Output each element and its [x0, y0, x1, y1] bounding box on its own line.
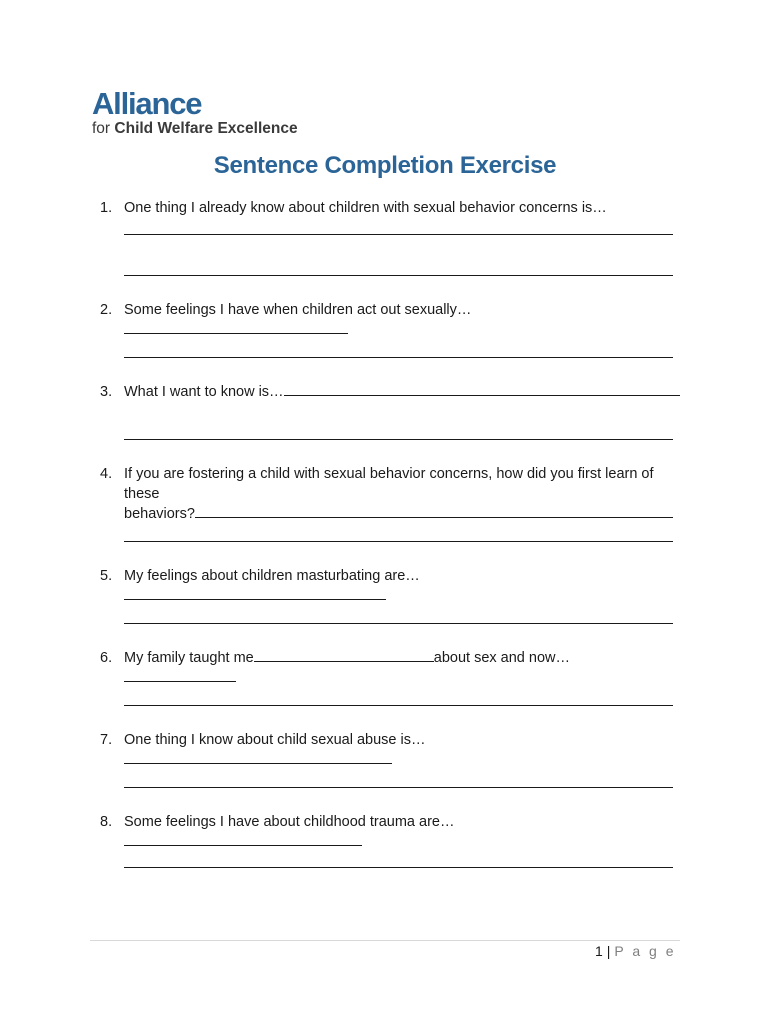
- question-text: Some feelings I have when children act out sexually…: [124, 302, 472, 318]
- footer-separator: |: [606, 943, 611, 959]
- logo-for: for: [92, 120, 111, 137]
- answer-line[interactable]: [124, 705, 673, 706]
- question-6: [100, 648, 680, 688]
- answer-line[interactable]: [124, 234, 673, 235]
- question-text: My feelings about children masturbating are…: [124, 568, 420, 584]
- logo-org-name: Child Welfare Excellence: [114, 120, 298, 137]
- question-8: [100, 812, 680, 852]
- answer-line[interactable]: [124, 357, 673, 358]
- answer-line[interactable]: [124, 867, 673, 868]
- answer-line[interactable]: [124, 541, 673, 542]
- organization-logo: [92, 88, 298, 138]
- page-label: P a g e: [614, 943, 676, 959]
- answer-line[interactable]: [124, 623, 673, 624]
- page-title: Sentence Completion Exercise: [213, 152, 557, 179]
- question-number: 2.: [100, 302, 113, 318]
- question-3: [100, 382, 680, 402]
- page-footer: [595, 943, 676, 959]
- question-number: 5.: [100, 568, 113, 584]
- question-number: 8.: [100, 814, 113, 830]
- question-text: One thing I already know about children with sexual behavior concerns is…: [124, 200, 607, 216]
- question-7: [100, 730, 680, 770]
- question-4: [100, 464, 680, 524]
- page-number: 1: [594, 943, 603, 959]
- answer-line-inline[interactable]: [124, 320, 348, 334]
- logo-wordmark: Alliance: [92, 86, 202, 121]
- question-text: My family taught me: [124, 650, 254, 666]
- answer-line-inline[interactable]: [124, 586, 386, 600]
- answer-line[interactable]: [124, 787, 673, 788]
- question-text: If you are fostering a child with sexual behavior concerns, how did you first learn of these: [124, 466, 654, 502]
- question-number: 6.: [100, 650, 113, 666]
- question-number: 7.: [100, 732, 113, 748]
- answer-line-inline[interactable]: [254, 648, 434, 662]
- answer-line-inline[interactable]: [124, 668, 236, 682]
- answer-line-inline[interactable]: [124, 750, 392, 764]
- question-text: What I want to know is…: [124, 384, 284, 400]
- answer-line-inline[interactable]: [124, 832, 362, 846]
- question-number: 1.: [100, 200, 113, 216]
- question-1: [100, 198, 680, 218]
- question-text-continued: about sex and now…: [433, 650, 570, 666]
- logo-subtitle: [92, 120, 298, 138]
- answer-line[interactable]: [124, 439, 673, 440]
- answer-line[interactable]: [124, 275, 673, 276]
- question-text-continued: behaviors?: [124, 506, 195, 522]
- answer-line-inline[interactable]: [284, 382, 680, 396]
- answer-line-inline[interactable]: [195, 504, 673, 518]
- question-text: One thing I know about child sexual abuse is…: [124, 732, 426, 748]
- question-2: [100, 300, 680, 340]
- footer-divider: [90, 940, 680, 941]
- question-text: Some feelings I have about childhood trauma are…: [124, 814, 455, 830]
- question-number: 4.: [100, 466, 113, 482]
- question-5: [100, 566, 680, 606]
- question-number: 3.: [100, 384, 113, 400]
